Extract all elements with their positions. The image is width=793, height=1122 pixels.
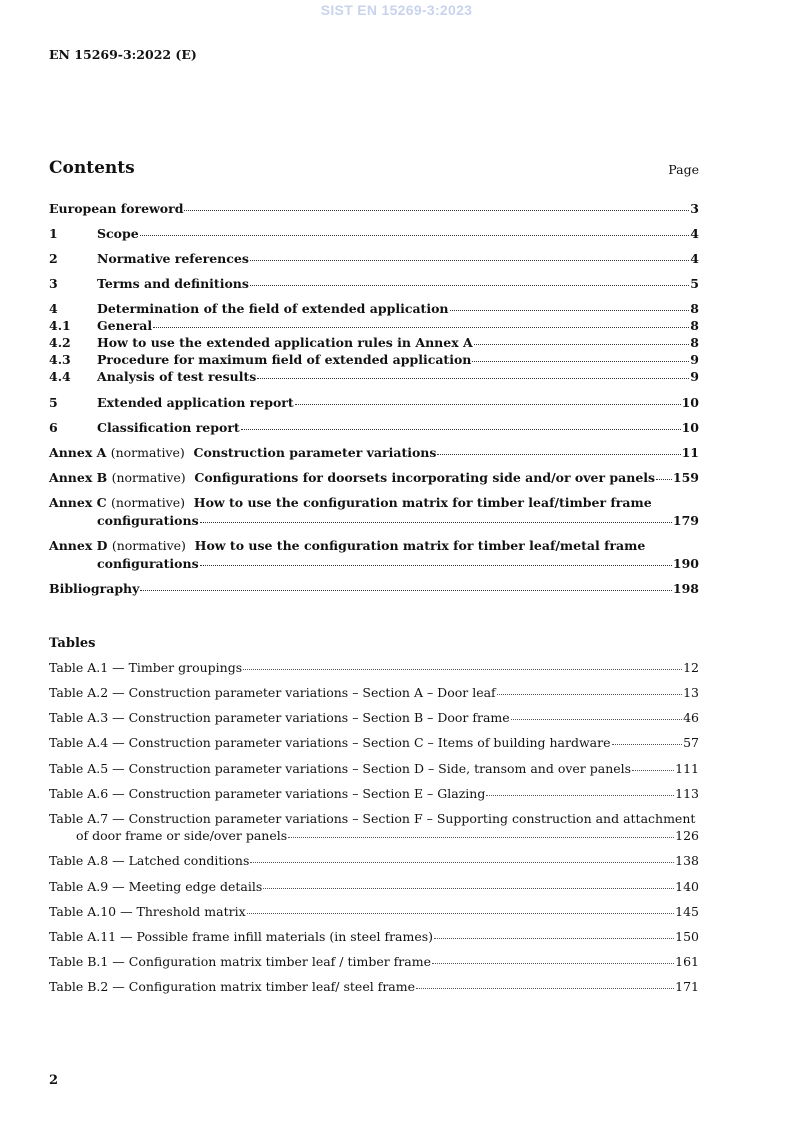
dot-leader (474, 344, 690, 345)
annex-title: Construction parameter variations (193, 445, 437, 460)
toc-entry-title: Normative references (97, 251, 249, 266)
toc-entry-foreword[interactable] (49, 203, 699, 217)
toc-entry-page: 5 (690, 276, 699, 291)
dot-leader (497, 694, 682, 695)
contents-header (49, 158, 699, 180)
annex-status: (normative) (111, 470, 186, 485)
dot-leader (184, 210, 689, 211)
dot-leader (486, 795, 674, 796)
toc-entry-how-to-use[interactable] (49, 337, 699, 351)
toc-entry-title: Terms and definitions (97, 276, 249, 291)
toc-entry-page: 10 (681, 395, 699, 410)
toc-entry-procedure[interactable] (49, 354, 699, 368)
table-entry-a11[interactable] (49, 931, 699, 945)
toc-entry-number: 4.2 (49, 335, 71, 350)
toc-entry-annex-c[interactable] (49, 497, 699, 511)
toc-entry-extended-report[interactable] (49, 397, 699, 411)
annex-title: How to use the configuration matrix for timber leaf/timber frame (193, 495, 652, 510)
toc-entry-terms[interactable] (49, 278, 699, 292)
annex-label: Annex A (49, 445, 107, 460)
toc-entry-general[interactable] (49, 320, 699, 334)
toc-entry-annex-d-continued[interactable] (49, 558, 699, 572)
dot-leader (243, 669, 682, 670)
table-entry-title: Table A.4 — Construction parameter variations – Section C – Items of building hardware (49, 735, 611, 750)
table-entry-page: 13 (683, 685, 699, 700)
annex-label: Annex C (49, 495, 107, 510)
toc-entry-page: 159 (672, 470, 699, 485)
toc-entry-annex-b[interactable] (49, 472, 699, 486)
dot-leader (656, 479, 672, 480)
table-entry-a2[interactable] (49, 687, 699, 701)
toc-entry-number: 4.3 (49, 352, 71, 367)
dot-leader (263, 888, 674, 889)
dot-leader (250, 260, 689, 261)
toc-entry-page: 4 (690, 251, 699, 266)
dot-leader (295, 404, 681, 405)
table-entry-title: Table A.2 — Construction parameter variations – Section A – Door leaf (49, 685, 496, 700)
table-entry-b1[interactable] (49, 956, 699, 970)
dot-leader (511, 719, 682, 720)
table-entry-title: Table A.9 — Meeting edge details (49, 879, 263, 894)
dot-leader (437, 454, 680, 455)
table-entry-title: Table B.2 — Configuration matrix timber leaf/ steel frame (49, 979, 415, 994)
table-entry-page: 126 (675, 828, 699, 843)
toc-entry-annex-a[interactable] (49, 447, 699, 461)
table-entry-a9[interactable] (49, 881, 699, 895)
toc-entry-page: 10 (681, 420, 699, 435)
table-entry-page: 140 (675, 879, 699, 894)
toc-entry-number: 4 (49, 301, 58, 316)
toc-entry-page: 179 (672, 513, 699, 528)
toc-entry-title: Extended application report (97, 395, 294, 410)
table-entry-title: Table A.8 — Latched conditions (49, 853, 250, 868)
dot-leader (257, 378, 689, 379)
toc-entry-scope[interactable] (49, 228, 699, 242)
toc-entry-page: 4 (690, 226, 699, 241)
toc-entry-title: Bibliography (49, 581, 140, 596)
toc-entry-bibliography[interactable] (49, 583, 699, 597)
toc-entry-determination[interactable] (49, 303, 699, 317)
table-entry-title: Table A.10 — Threshold matrix (49, 904, 246, 919)
annex-status: (normative) (110, 495, 186, 510)
dot-leader (612, 744, 683, 745)
toc-entry-number: 3 (49, 276, 58, 291)
contents-title: Contents (49, 158, 135, 178)
toc-entry-page: 8 (690, 335, 699, 350)
table-entry-b2[interactable] (49, 981, 699, 995)
table-entry-title: Table A.5 — Construction parameter variations – Section D – Side, transom and over panels (49, 761, 632, 776)
toc-entry-number: 4.4 (49, 369, 71, 384)
toc-entry-number: 2 (49, 251, 58, 266)
annex-title: Configurations for doorsets incorporating side and/or over panels (194, 470, 656, 485)
toc-entry-number: 4.1 (49, 318, 71, 333)
dot-leader (250, 285, 689, 286)
dot-leader (450, 310, 690, 311)
annex-title: How to use the configuration matrix for timber leaf/metal frame (194, 538, 646, 553)
dot-leader (250, 862, 674, 863)
watermark: SIST EN 15269-3:2023 (320, 2, 473, 18)
toc-entry-title: European foreword (49, 201, 184, 216)
table-entry-title: Table A.6 — Construction parameter variations – Section E – Glazing (49, 786, 486, 801)
table-entry-page: 12 (683, 660, 699, 675)
annex-label: Annex B (49, 470, 108, 485)
annex-status: (normative) (111, 538, 186, 553)
table-entry-a8[interactable] (49, 855, 699, 869)
table-entry-page: 113 (675, 786, 699, 801)
dot-leader (200, 565, 672, 566)
toc-entry-page: 11 (681, 445, 699, 460)
toc-entry-analysis[interactable] (49, 371, 699, 385)
table-entry-title: Table A.7 — Construction parameter variations – Section F – Supporting construction and attachment (49, 811, 696, 826)
toc-entry-annex-c-continued[interactable] (49, 515, 699, 529)
annex-title-continuation: configurations (97, 556, 199, 571)
annex-label: Annex D (49, 538, 108, 553)
table-entry-page: 57 (683, 735, 699, 750)
toc-entry-title: Scope (97, 226, 139, 241)
table-entry-page: 161 (675, 954, 699, 969)
dot-leader (140, 235, 690, 236)
toc-entry-number: 5 (49, 395, 58, 410)
toc-entry-number: 6 (49, 420, 58, 435)
table-entry-page: 150 (675, 929, 699, 944)
dot-leader (247, 913, 675, 914)
annex-title-continuation: configurations (97, 513, 199, 528)
dot-leader (632, 770, 674, 771)
table-entry-a4[interactable] (49, 737, 699, 751)
dot-leader (288, 837, 674, 838)
toc-entry-page: 198 (672, 581, 699, 596)
toc-entry-annex-d[interactable] (49, 540, 699, 554)
tables-heading: Tables (49, 636, 96, 651)
page-number: 2 (49, 1073, 59, 1088)
dot-leader (200, 522, 672, 523)
table-entry-a1[interactable] (49, 662, 699, 676)
toc-entry-title: Determination of the field of extended application (97, 301, 449, 316)
toc-entry-title: Analysis of test results (97, 369, 257, 384)
toc-entry-number: 1 (49, 226, 58, 241)
toc-entry-title: General (97, 318, 153, 333)
table-entry-page: 171 (675, 979, 699, 994)
dot-leader (416, 988, 674, 989)
table-entry-page: 138 (675, 853, 699, 868)
toc-entry-page: 9 (690, 369, 699, 384)
toc-entry-title: Procedure for maximum field of extended application (97, 352, 472, 367)
toc-entry-page: 3 (690, 201, 699, 216)
table-entry-title: Table A.11 — Possible frame infill materials (in steel frames) (49, 929, 434, 944)
table-entry-a10[interactable] (49, 906, 699, 920)
table-entry-title: Table A.1 — Timber groupings (49, 660, 243, 675)
table-entry-title: Table A.3 — Construction parameter variations – Section B – Door frame (49, 710, 510, 725)
table-entry-title-continuation: of door frame or side/over panels (76, 828, 288, 843)
toc-entry-page: 8 (690, 301, 699, 316)
table-entry-a3[interactable] (49, 712, 699, 726)
table-entry-page: 145 (675, 904, 699, 919)
annex-status: (normative) (110, 445, 185, 460)
table-entry-a6[interactable] (49, 788, 699, 802)
table-entry-a7-continued[interactable] (49, 830, 699, 844)
dot-leader (241, 429, 681, 430)
table-entry-title: Table B.1 — Configuration matrix timber leaf / timber frame (49, 954, 431, 969)
dot-leader (153, 327, 689, 328)
dot-leader (472, 361, 689, 362)
dot-leader (434, 938, 674, 939)
toc-entry-page: 8 (690, 318, 699, 333)
table-entry-page: 46 (683, 710, 699, 725)
toc-entry-page: 9 (690, 352, 699, 367)
toc-entry-title: Classification report (97, 420, 240, 435)
toc-entry-page: 190 (672, 556, 699, 571)
table-entry-a5[interactable] (49, 763, 699, 777)
table-entry-a7[interactable] (49, 813, 699, 827)
toc-entry-title: How to use the extended application rules in Annex A (97, 335, 473, 350)
dot-leader (140, 590, 672, 591)
document-id: EN 15269-3:2022 (E) (49, 47, 197, 62)
toc-entry-normative-references[interactable] (49, 253, 699, 267)
table-entry-page: 111 (675, 761, 699, 776)
page-column-label: Page (668, 162, 699, 177)
dot-leader (432, 963, 674, 964)
toc-entry-classification[interactable] (49, 422, 699, 436)
